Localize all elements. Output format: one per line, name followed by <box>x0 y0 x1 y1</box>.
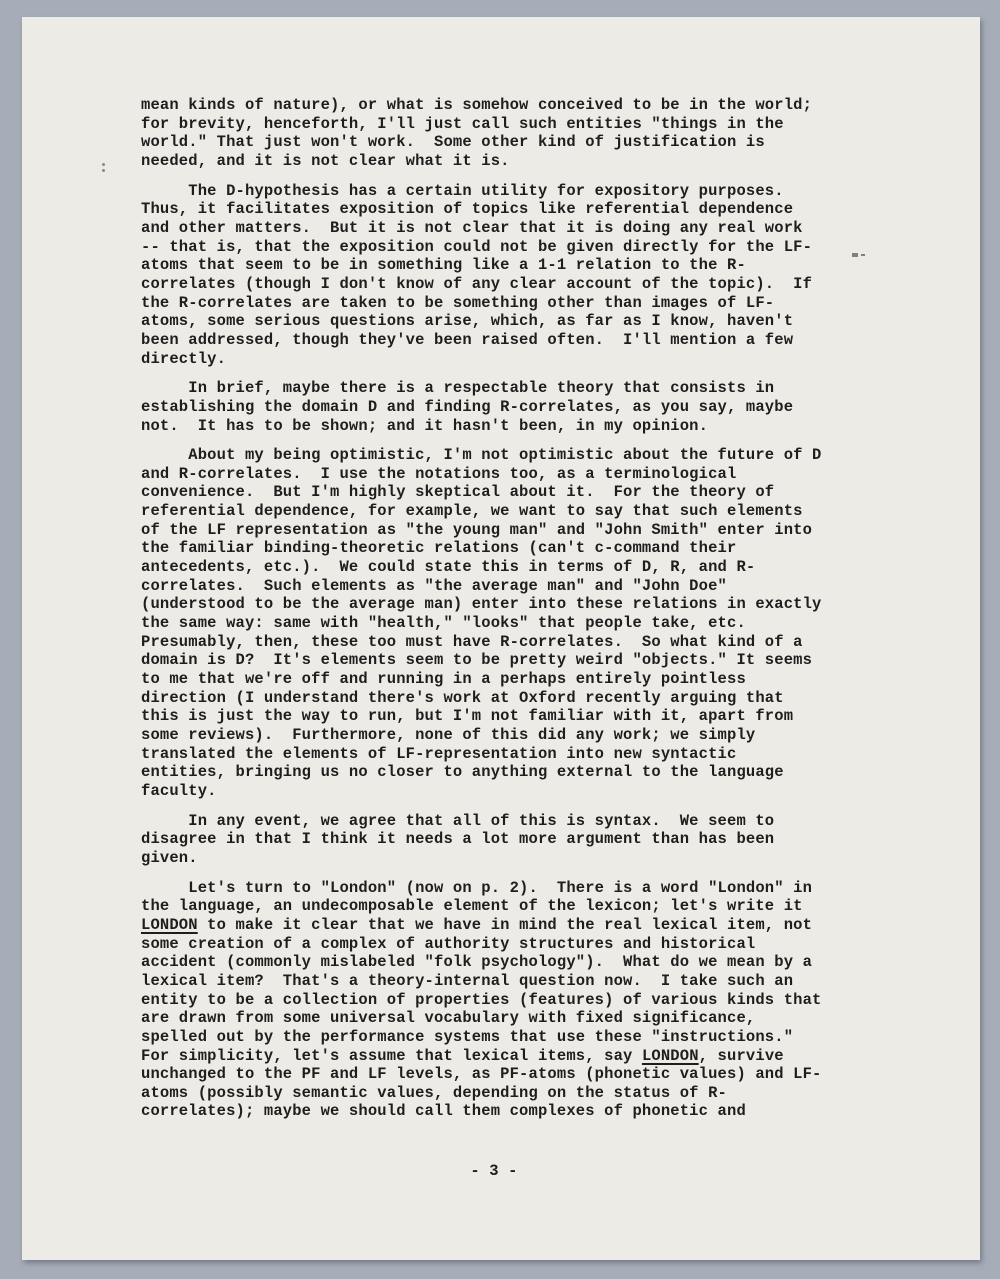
text-line: and other matters. But it is not clear that it is doing any real work <box>141 218 803 237</box>
page-number: - 3 - <box>470 1162 518 1180</box>
text-line: the R-correlates are taken to be something other than images of LF- <box>141 293 775 312</box>
ink-speck-icon <box>852 253 858 257</box>
paragraph <box>141 96 847 171</box>
text-line: to me that we're off and running in a perhaps entirely pointless <box>141 670 746 689</box>
paragraph <box>141 446 847 800</box>
text-line: this is just the way to run, but I'm not familiar with it, apart from <box>141 707 794 726</box>
text-line: not. It has to be shown; and it hasn't been, in my opinion. <box>141 416 709 435</box>
text-line: About my being optimistic, I'm not optimistic about the future of D <box>141 446 822 465</box>
text-line: correlates); maybe we should call them complexes of phonetic and <box>141 1102 746 1121</box>
text-line: for brevity, henceforth, I'll just call such entities "things in the <box>141 114 784 133</box>
underlined-word: LONDON <box>641 1046 699 1065</box>
text-line: mean kinds of nature), or what is somehow conceived to be in the world; <box>141 96 813 114</box>
text-line: correlates. Such elements as "the average man" and "John Doe" <box>141 576 727 595</box>
text-line: the same way: same with "health," "looks" that people take, etc. <box>141 614 746 633</box>
paragraph <box>141 812 847 868</box>
text-line: accident (commonly mislabeled "folk psychology"). What do we mean by a <box>141 953 813 972</box>
text-line: faculty. <box>141 781 217 800</box>
text-line: Let's turn to "London" (now on p. 2). There is a word "London" in <box>141 878 813 897</box>
text-line: spelled out by the performance systems that use these "instructions." <box>141 1027 794 1046</box>
text-line: Presumably, then, these too must have R-correlates. So what kind of a <box>141 632 803 651</box>
text-line: disagree in that I think it needs a lot more argument than has been <box>141 830 775 849</box>
text-line: atoms (possibly semantic values, depending on the status of R- <box>141 1083 727 1102</box>
text-line: correlates (though I don't know of any clear account of the topic). If <box>141 274 813 293</box>
text-line: The D-hypothesis has a certain utility for expository purposes. <box>141 181 784 200</box>
text-line: direction (I understand there's work at Oxford recently arguing that <box>141 688 784 707</box>
paragraph <box>141 379 847 435</box>
text-line: unchanged to the PF and LF levels, as PF-atoms (phonetic values) and LF- <box>141 1065 822 1084</box>
text-line: Thus, it facilitates exposition of topics like referential dependence <box>141 200 794 219</box>
text-line: of the LF representation as "the young man" and "John Smith" enter into <box>141 520 813 539</box>
text-line: referential dependence, for example, we want to say that such elements <box>141 502 803 521</box>
text-line: world." That just won't work. Some other kind of justification is <box>141 133 765 152</box>
text-line: In any event, we agree that all of this is syntax. We seem to <box>141 811 775 830</box>
text-line: For simplicity, let's assume that lexical items, say LONDON, survive <box>141 1046 784 1065</box>
text-line: -- that is, that the exposition could not be given directly for the LF- <box>141 237 813 256</box>
text-line: convenience. But I'm highly skeptical about it. For the theory of <box>141 483 775 502</box>
text-line: In brief, maybe there is a respectable theory that consists in <box>141 379 775 398</box>
text-line: antecedents, etc.). We could state this in terms of D, R, and R- <box>141 558 756 577</box>
text-column <box>141 96 847 1132</box>
text-line: the language, an undecomposable element of the lexicon; let's write it <box>141 897 803 916</box>
text-line: atoms that seem to be in something like a 1-1 relation to the R- <box>141 256 746 275</box>
text-line: atoms, some serious questions arise, which, as far as I know, haven't <box>141 312 794 331</box>
text-line: LONDON to make it clear that we have in mind the real lexical item, not <box>141 915 813 934</box>
text-line: establishing the domain D and finding R-correlates, as you say, maybe <box>141 397 794 416</box>
text-line: given. <box>141 848 198 867</box>
paragraph <box>141 182 847 369</box>
underlined-word: LONDON <box>141 915 198 934</box>
text-line: the familiar binding-theoretic relations (can't c-command their <box>141 539 737 558</box>
document-page <box>22 17 980 1260</box>
text-line: are drawn from some universal vocabulary with fixed significance, <box>141 1009 756 1028</box>
text-line: (understood to be the average man) enter into these relations in exactly <box>141 595 822 614</box>
text-line: entity to be a collection of properties (features) of various kinds that <box>141 990 822 1009</box>
paragraph <box>141 879 847 1122</box>
text-line: translated the elements of LF-representation into new syntactic <box>141 744 737 763</box>
ink-speck-icon <box>102 163 105 166</box>
text-line: lexical item? That's a theory-internal question now. I take such an <box>141 971 794 990</box>
text-line: and R-correlates. I use the notations too, as a terminological <box>141 464 737 483</box>
text-line: some reviews). Furthermore, none of this did any work; we simply <box>141 726 756 744</box>
text-line: domain is D? It's elements seem to be pretty weird "objects." It seems <box>141 651 813 670</box>
text-line: some creation of a complex of authority structures and historical <box>141 934 756 953</box>
text-line: entities, bringing us no closer to anything external to the language <box>141 763 784 782</box>
text-line: been addressed, though they've been raised often. I'll mention a few <box>141 330 794 349</box>
text-line: needed, and it is not clear what it is. <box>141 151 510 170</box>
text-line: directly. <box>141 349 227 368</box>
